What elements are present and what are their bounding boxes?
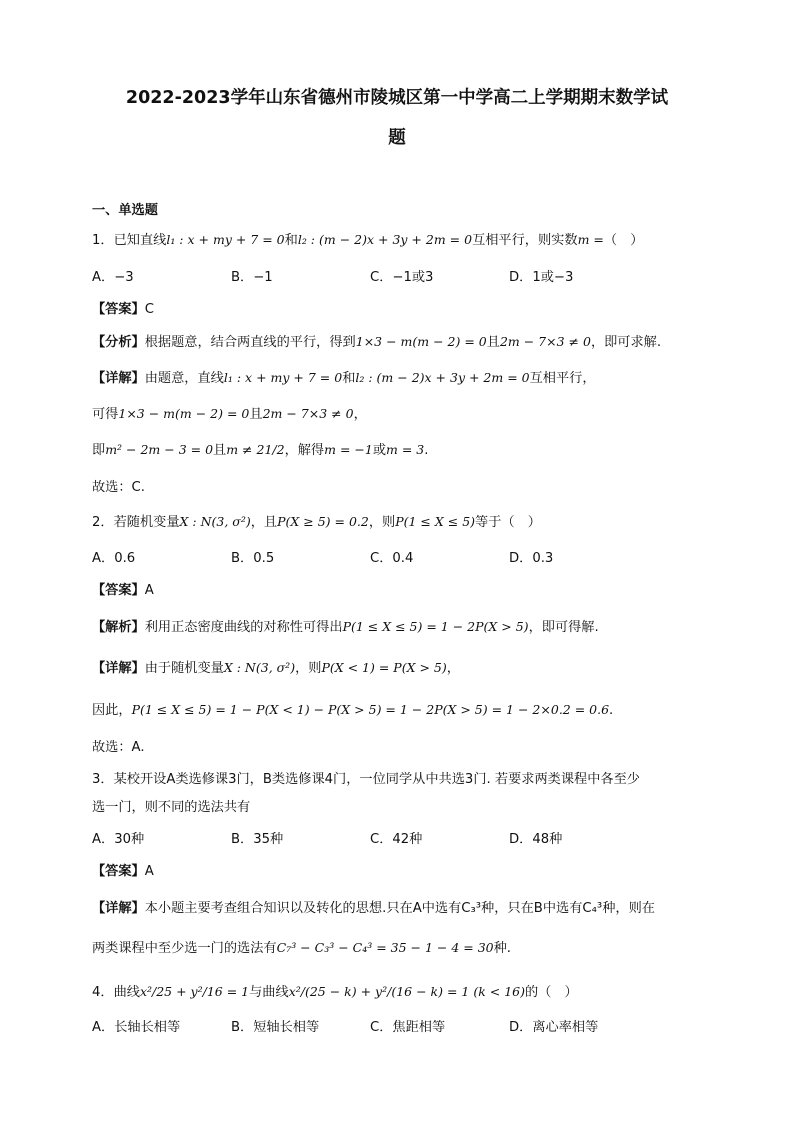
q2-stem-prefix: 2．若随机变量 [92,515,180,530]
q2-answer-label: 【答案】 [92,583,145,598]
q4-option-b: B．短轴长相等 [231,1020,320,1035]
q2-detail-1-suffix: ， [446,661,460,676]
q1-detail-3-and: 且 [213,443,227,458]
q1-line-l1: l₁ : x + my + 7 = 0 [166,232,285,247]
q2-detail-2-suffix: . [609,703,614,718]
q3-option-b: B．35种 [231,832,284,847]
q1-variable: m = [577,232,604,247]
q3-stem-line-1: 3．某校开设A类选修课3门，B类选修课4门，一位同学从中共选3门. 若要求两类课程中各至少 [92,772,640,787]
q3-detail-1 [92,899,706,919]
q1-detail-label: 【详解】 [92,371,145,386]
q1-analysis-text: 根据题意，结合两直线的平行，得到 [144,335,356,350]
q2-detail-1 [92,658,706,679]
q2-analysis-label: 【解析】 [92,620,145,635]
q1-analysis-end: ，即可求解. [590,335,662,350]
q1-analysis [92,332,706,353]
q1-detail-1 [92,368,706,389]
q4-option-d: D．离心率相等 [509,1020,599,1035]
q2-probability-given: P(X ≥ 5) = 0.2 [277,514,369,529]
q1-stem-prefix: 1．已知直线 [92,233,167,248]
q3-option-d: D．48种 [509,832,563,847]
q1-detail-2-prefix: 可得 [92,407,119,422]
q3-detail-2-suffix: 种. [493,941,512,956]
q2-stem-mid: ，且 [250,515,278,530]
q1-detail-1-prefix: 由题意，直线 [144,371,224,386]
q4-option-a: A．长轴长相等 [92,1020,181,1035]
q1-options [92,268,706,288]
q2-probability-asked: P(1 ≤ X ≤ 5) [395,514,476,529]
q1-analysis-eq-1: 1×3 − m(m − 2) = 0 [355,334,487,349]
q1-analysis-and: 且 [486,335,500,350]
q2-detail-2 [92,700,706,721]
q1-detail-3-prefix: 即 [92,443,106,458]
q1-detail-2-eq-2: 2m − 7×3 ≠ 0 [262,406,354,421]
q2-option-b: B．0.5 [231,551,275,566]
q3-detail-2-prefix: 两类课程中至少选一门的选法有 [92,941,277,956]
q1-answer-value: C [144,302,154,317]
q1-detail-3-eq-1: m² − 2m − 3 = 0 [105,442,214,457]
page-title-line-1: 2022-2023学年山东省德州市陵城区第一中学高二上学期期末数学试 [125,88,669,108]
q2-option-c: C．0.4 [370,551,414,566]
q1-option-a: A．−3 [92,270,134,285]
q1-detail-2-suffix: ， [353,407,367,422]
q3-detail-2-eq: C₇³ − C₃³ − C₄³ = 35 − 1 − 4 = 30 [276,940,494,955]
q2-stem [92,512,706,533]
q1-and: 和 [284,233,298,248]
q3-option-c: C．42种 [370,832,423,847]
q4-option-c: C．焦距相等 [370,1020,446,1035]
q1-detail-3-end: . [424,443,429,458]
q2-answer-value: A [144,583,154,598]
q2-distribution: X : N(3, σ²) [179,514,251,529]
q4-stem [92,982,706,1003]
q2-options [92,549,706,569]
q1-option-b: B．−1 [231,270,273,285]
q4-stem-prefix: 4．曲线 [92,985,140,1000]
q2-detail-1-eq: P(X < 1) = P(X > 5) [321,660,447,675]
q1-detail-3-eq-2: m ≠ 21/2 [226,442,285,457]
q1-detail-2 [92,404,706,425]
q3-answer [92,862,706,882]
q4-stem-suffix: 的（ ） [524,985,578,1000]
page-title-line-2: 题 [388,128,406,148]
q2-detail-1-distribution: X : N(3, σ²) [223,660,296,675]
q1-detail-2-eq-1: 1×3 − m(m − 2) = 0 [118,406,250,421]
q1-detail-3-eq-3: m = −1 [324,442,373,457]
q2-option-d: D．0.3 [509,551,554,566]
q2-stem-mid-2: ，则 [368,515,396,530]
q1-detail-3-solve: ，解得 [284,443,325,458]
q1-analysis-label: 【分析】 [92,335,145,350]
q2-detail-2-eq: P(1 ≤ X ≤ 5) = 1 − P(X < 1) − P(X > 5) = 1 − 2P(X > 5) = 1 − 2×0.2 = 0.6 [131,702,610,717]
q3-options [92,830,706,850]
q1-detail-l1: l₁ : x + my + 7 = 0 [223,370,343,385]
q2-stem-suffix: 等于（ ） [475,515,541,530]
q2-analysis [92,617,706,638]
q1-option-c: C．−1或3 [370,270,434,285]
q4-curve-1: x²/25 + y²/16 = 1 [139,984,250,999]
q1-stem-suffix: 互相平行，则实数 [472,233,578,248]
q3-answer-label: 【答案】 [92,864,145,879]
q3-option-a: A．30种 [92,832,145,847]
q1-detail-2-and: 且 [249,407,263,422]
q1-answer [92,300,706,320]
q1-detail-l2: l₂ : (m − 2)x + 3y + 2m = 0 [355,370,530,385]
q4-stem-mid: 与曲线 [249,985,289,1000]
q1-analysis-eq-2: 2m − 7×3 ≠ 0 [499,334,591,349]
q2-option-a: A．0.6 [92,551,136,566]
q1-detail-3-or: 或 [372,443,387,458]
q2-analysis-eq: P(1 ≤ X ≤ 5) = 1 − 2P(X > 5) [342,619,529,634]
q3-detail-2 [92,938,706,959]
q3-detail-1-text: 本小题主要考查组合知识以及转化的思想.只在A中选有C₃³种，只在B中选有C₄³种，则在 [144,901,655,916]
q1-blank: （ ） [603,233,644,248]
q2-analysis-text: 利用正态密度曲线的对称性可得出 [144,620,343,635]
q1-answer-label: 【答案】 [92,302,145,317]
q1-conclusion: 故选：C. [92,480,145,495]
q4-curve-2: x²/(25 − k) + y²/(16 − k) = 1 (k < 16) [288,984,525,999]
q1-stem [92,230,706,251]
q1-detail-3-eq-4: m = 3 [386,442,425,457]
q2-detail-1-mid: ，则 [295,661,322,676]
q2-conclusion: 故选：A. [92,740,145,755]
q3-detail-label: 【详解】 [92,901,145,916]
q1-detail-and: 和 [342,371,356,386]
q1-detail-1-suffix: 互相平行， [529,371,596,386]
q1-line-l2: l₂ : (m − 2)x + 3y + 2m = 0 [297,232,473,247]
q1-detail-3 [92,440,706,461]
q2-detail-1-prefix: 由于随机变量 [144,661,224,676]
q3-answer-value: A [144,864,154,879]
q2-analysis-end: ，即可得解. [528,620,599,635]
q4-options [92,1018,706,1038]
q1-option-d: D．1或−3 [509,270,574,285]
q3-stem-line-2: 选一门，则不同的选法共有 [92,800,251,815]
q2-answer [92,581,706,601]
q2-detail-2-prefix: 因此， [92,703,132,718]
section-heading: 一、单选题 [92,203,158,218]
q2-detail-label: 【详解】 [92,661,145,676]
